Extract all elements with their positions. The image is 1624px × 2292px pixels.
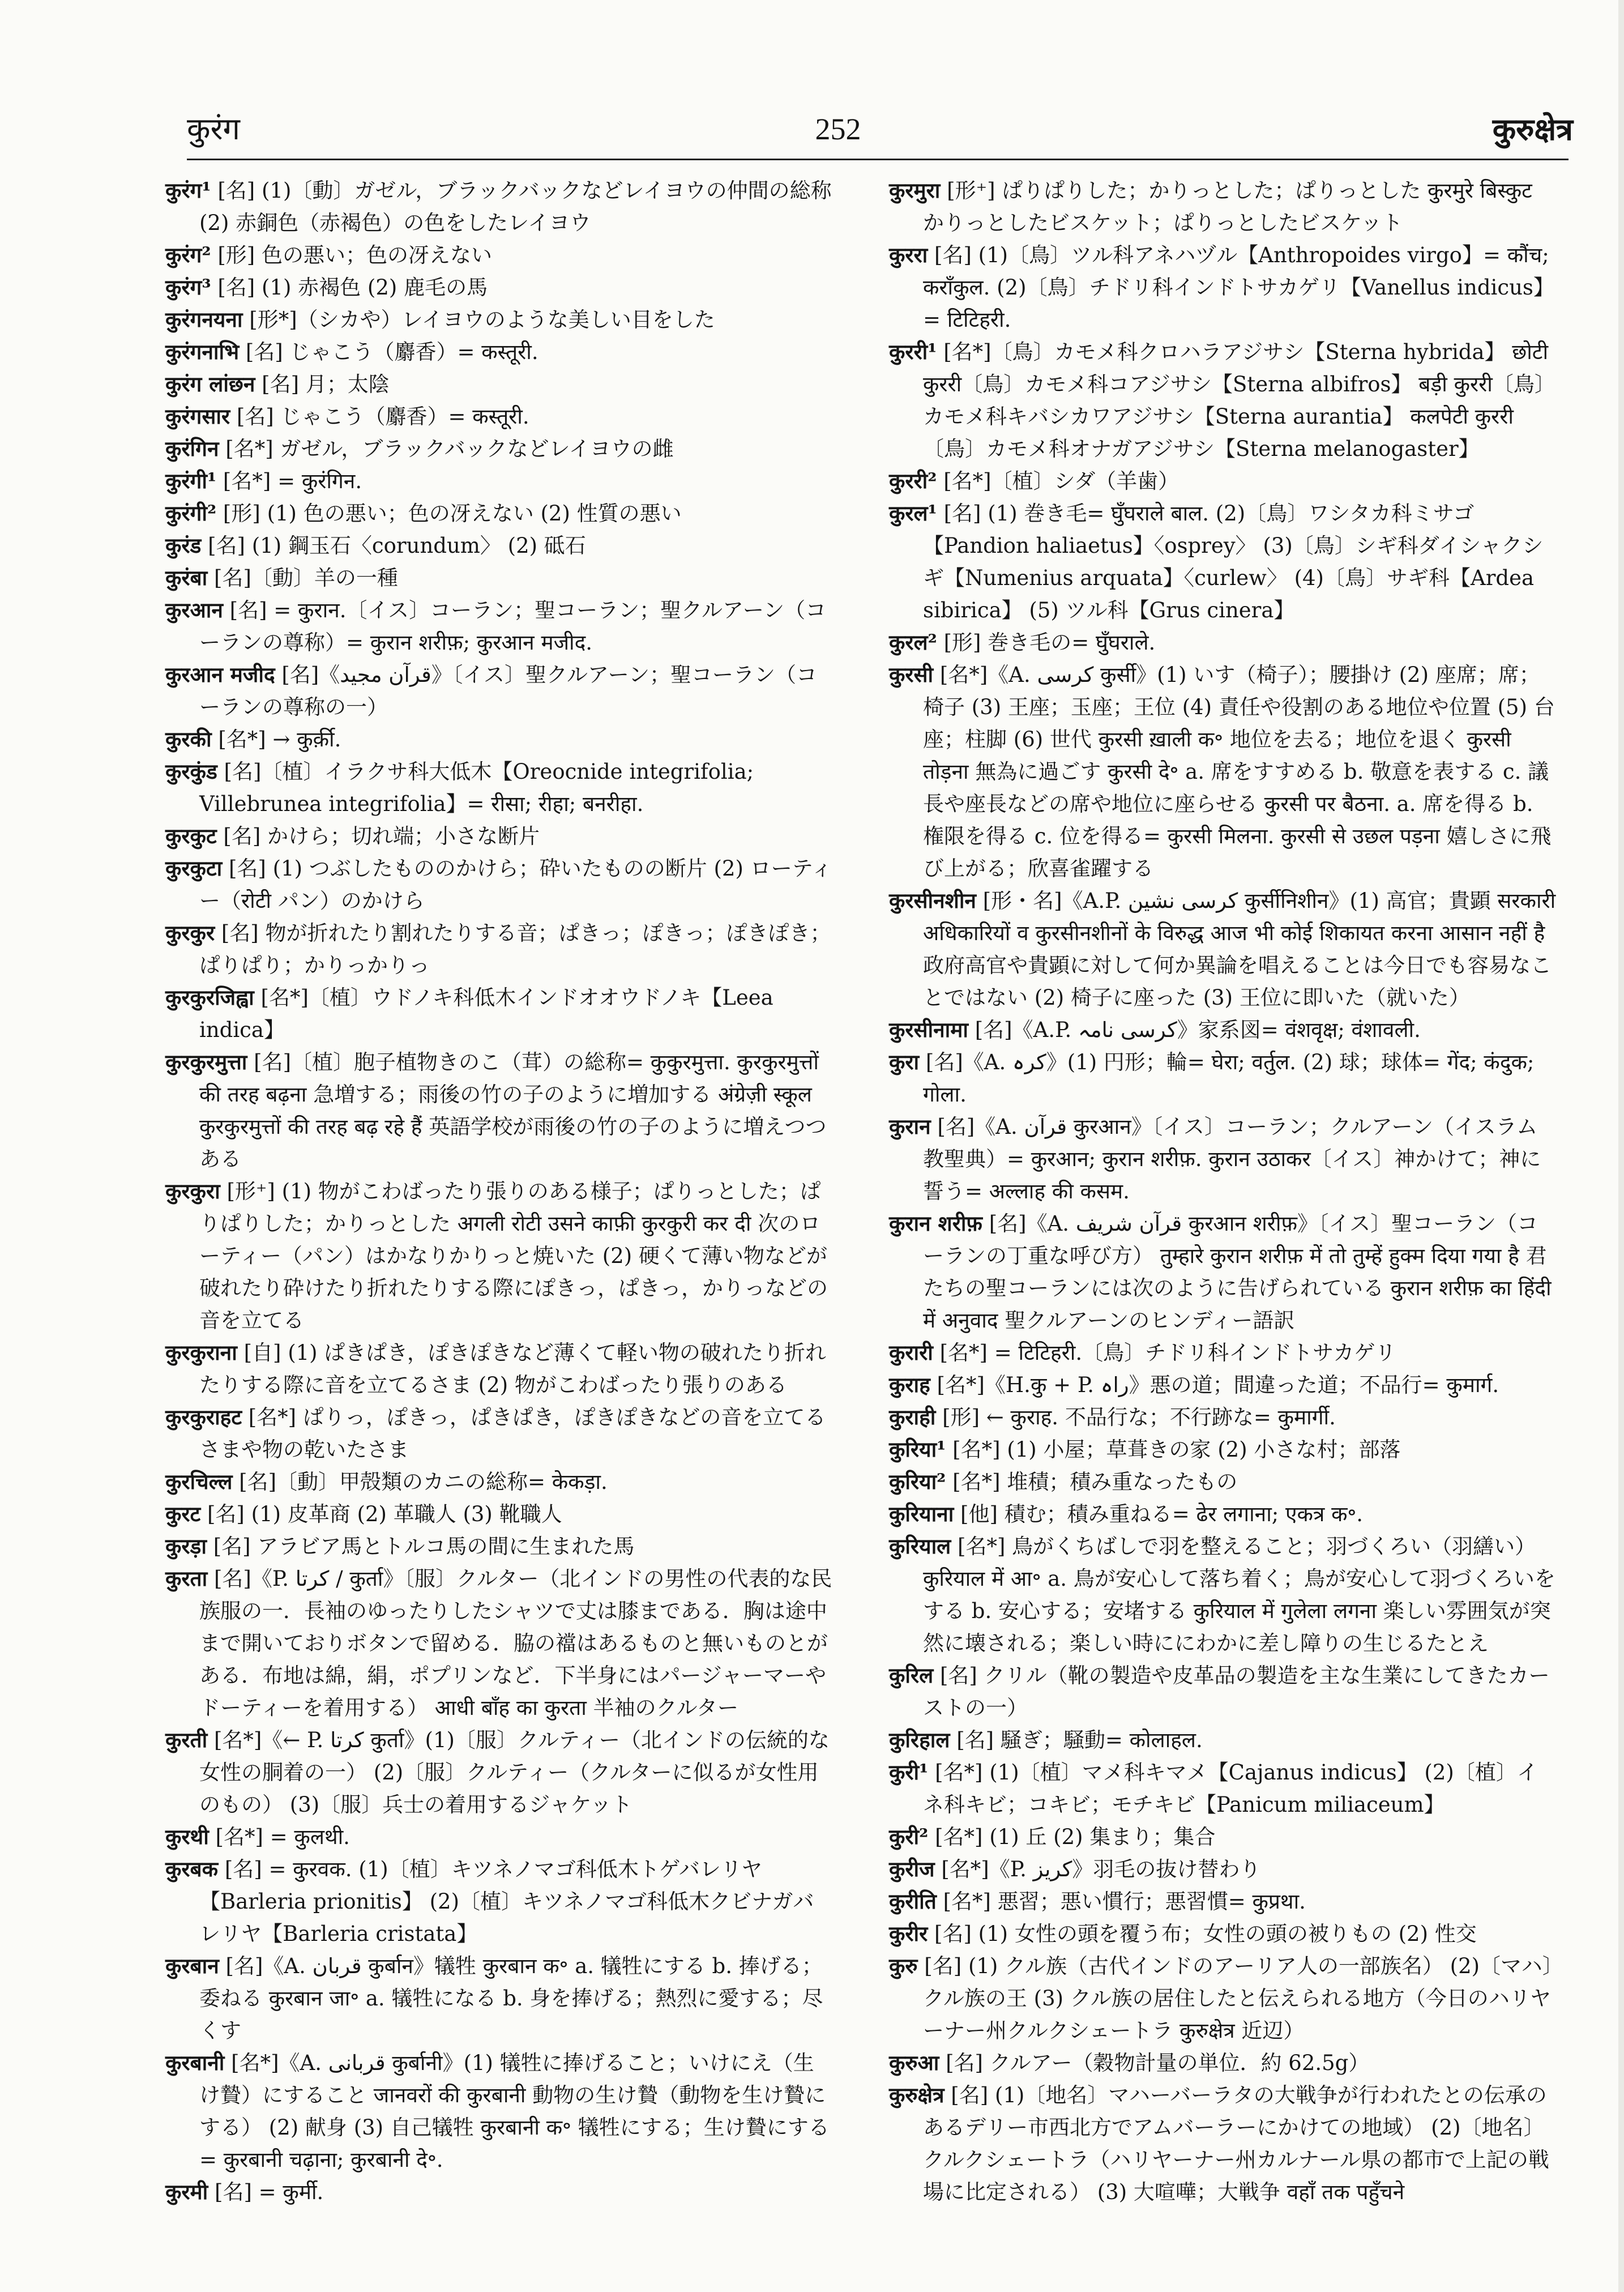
dictionary-entry xyxy=(165,497,834,530)
dictionary-entry xyxy=(165,271,834,304)
dictionary-entry xyxy=(889,1659,1557,1724)
entry-headword: कुरान शरीफ़ xyxy=(889,1211,982,1236)
entry-headword: कुरा xyxy=(889,1049,920,1074)
entry-definition: [形] ← कुराह. 不品行な；不行跡な= कुमार्गी. xyxy=(935,1405,1336,1429)
dictionary-entry xyxy=(165,820,834,852)
entry-headword: कुरबान xyxy=(165,1953,219,1978)
entry-definition: [名*]《← P. کرتا कुर्ता》(1)〔服〕クルティー（北インドの伝統的な女性の胴着の一） (2)〔服〕クルティー（クルターに似るが女性用のもの） (3)〔服〕兵士の着用するジャケット xyxy=(199,1728,830,1817)
entry-headword: कुरंड xyxy=(165,533,202,558)
entry-definition: [形・名]《A.P. کرسی نشین कुर्सीनिशीन》(1) 高官；貴顕 सरकारी अधिकारियों व कुरसीनशीनों के विरुद्ध आज भी कोई शिकायत करना आसान नहीं है 政府高官や貴顕に対して何か異論を唱えることは今日でも容易なことではない (2) 椅子に座った (3) 王位に即いた（就いた） xyxy=(923,889,1556,1010)
dictionary-entry xyxy=(165,530,834,562)
right-column xyxy=(889,174,1557,2208)
dictionary-entry xyxy=(165,594,834,659)
entry-headword: कुरकुराहट xyxy=(165,1405,242,1429)
entry-headword: कुरकुरजिह्वा xyxy=(165,985,254,1010)
entry-definition: [名*]〔植〕シダ（羊歯） xyxy=(937,469,1179,493)
entry-definition: [名] (1)〔地名〕マハーバーラタの大戦争が行われたとの伝承のあるデリー市西北方でアムバーラーにかけての地域） (2)〔地名〕クルクシェートラ（ハリヤーナー州カルナール県の都市で上記の戦場に比定される） (3) 大喧嘩；大戦争 वहाँ तक पहुँचने xyxy=(923,2083,1549,2204)
entry-headword: कुरंगनयना xyxy=(165,307,243,332)
dictionary-entry xyxy=(165,1724,834,1821)
entry-headword: कुरसीनामा xyxy=(889,1017,968,1042)
entry-definition: [名*]《A. کرسی कुर्सी》(1) いす（椅子）；腰掛け (2) 座席；席；椅子 (3) 王座；玉座；王位 (4) 責任や役割のある地位や位置 (5) 台座；柱脚 (6) 世代 कुरसी ख़ाली क॰ 地位を去る；地位を退く कुरसी तोड़ना 無為に過ごす कुरसी दे॰ a. 席をすすめる b. 敬意を表する c. 議長や座長などの席や地位に座らせる कुरसी पर बैठना. a. 席を得る b. 権限を得る c. 位を得る= कुरसी मिलना. कुरसी से उछल पड़ना 嬉しさに飛び上がる；欣喜雀躍する xyxy=(923,663,1555,881)
entry-headword: कुरी² xyxy=(889,1824,929,1849)
dictionary-entry xyxy=(165,2047,834,2176)
entry-definition: [名]〔植〕胞子植物きのこ（茸）の総称= कुकुरमुत्ता. कुरकुरमुत्तों की तरह बढ़ना 急増する；雨後の竹の子のように増加する अंग्रेज़ी स्कूल कुरकुरमुत्तों की तरह बढ़ रहे हैं 英語学校が雨後の竹の子のように増えつつある xyxy=(199,1050,827,1171)
entry-definition: [名*] = कुलथी. xyxy=(208,1825,350,1849)
page-edge-shadow xyxy=(1618,0,1624,2292)
entry-headword: कुरकुंड xyxy=(165,759,217,784)
entry-headword: कुरचिल्ल xyxy=(165,1469,233,1494)
entry-definition: [名*]〔植〕ウドノキ科低木インドオオウドノキ【Leea indica】 xyxy=(199,985,773,1042)
entry-headword: कुरंबा xyxy=(165,565,208,590)
dictionary-entry xyxy=(165,465,834,497)
entry-headword: कुरकुर xyxy=(165,920,215,945)
dictionary-entry xyxy=(889,1530,1557,1659)
dictionary-entry xyxy=(165,1466,834,1498)
running-head-right: कुरुक्षेत्र xyxy=(1492,111,1573,147)
dictionary-entry xyxy=(889,1466,1557,1498)
entry-definition: [名] アラビア馬とトルコ馬の間に生まれた馬 xyxy=(206,1534,635,1559)
entry-definition: [名] じゃこう（麝香）= कस्तूरी. xyxy=(239,340,539,364)
entry-definition: [名] クルアー（穀物計量の単位．約 62.5g） xyxy=(939,2051,1370,2075)
entry-definition: [名]《A. کرہ》(1) 円形；輪= घेरा; वर्तुल. (2) 球；球体= गेंद; कंदुक; गोला. xyxy=(919,1050,1535,1107)
dictionary-entry xyxy=(889,1369,1557,1401)
dictionary-entry xyxy=(889,1046,1557,1111)
dictionary-entry xyxy=(165,917,834,981)
entry-definition: [名]《A. قرآن شریف कुरआन शरीफ़》〔イス〕聖コーラン（コーランの丁重な呼び方） तुम्हारे कुरान शरीफ़ में तो तुम्हें हुक्म दिया गया है 君たちの聖コーランには次のように告げられている कुरान शरीफ़ का हिंदी में अनुवाद 聖クルアーンのヒンディー語訳 xyxy=(923,1211,1552,1333)
entry-definition: [名] じゃこう（麝香）= कस्तूरी. xyxy=(230,404,529,429)
dictionary-entry xyxy=(165,659,834,723)
entry-definition: [名] (1) 皮革商 (2) 革職人 (3) 靴職人 xyxy=(200,1502,562,1526)
entry-definition: [名*] (1) 丘 (2) 集まり；集合 xyxy=(928,1825,1216,1849)
dictionary-entry xyxy=(889,1498,1557,1530)
dictionary-entry xyxy=(889,239,1557,336)
entry-headword: कुरसी xyxy=(889,662,934,687)
entry-headword: कुरंग¹ xyxy=(165,178,211,203)
entry-definition: [名*]《H.कु + P. راہ》悪の道；間違った道；不品行= कुमार्ग. xyxy=(930,1373,1499,1397)
dictionary-entry xyxy=(889,1014,1557,1046)
entry-headword: कुरीज xyxy=(889,1856,935,1881)
dictionary-entry xyxy=(165,1853,834,1950)
dictionary-entry xyxy=(889,626,1557,659)
running-head-left: कुरंग xyxy=(187,111,240,147)
dictionary-entry xyxy=(889,659,1557,885)
entry-definition: [名] (1) 鋼玉石〈corundum〉 (2) 砥石 xyxy=(201,533,586,558)
dictionary-entry xyxy=(165,1175,834,1337)
entry-definition: [名] (1) つぶしたもののかけら；砕いたものの断片 (2) ローティー（रोटी パン）のかけら xyxy=(199,856,832,913)
entry-headword: कुरआन मजीद xyxy=(165,662,275,687)
entry-definition: [名*] (1)〔植〕マメ科キマメ【Cajanus indicus】 (2)〔植〕イネ科キビ；コキビ；モチキビ【Panicum miliaceum】 xyxy=(923,1760,1538,1817)
entry-headword: कुरकुट xyxy=(165,823,217,848)
entry-definition: [名] (1)〔動〕ガゼル，ブラックバックなどレイヨウの仲間の総称 (2) 赤銅色（赤褐色）の色をしたレイヨウ xyxy=(199,178,832,235)
entry-definition: [名] = कुर्मी. xyxy=(208,2180,324,2204)
entry-definition: [名*] 悪習；悪い慣行；悪習慣= कुप्रथा. xyxy=(936,1889,1306,1914)
dictionary-entry xyxy=(889,1433,1557,1466)
entry-headword: कुरसीनशीन xyxy=(889,888,976,913)
entry-headword: कुरबक xyxy=(165,1856,219,1881)
dictionary-entry xyxy=(165,2176,834,2208)
entry-definition: [名*]〔鳥〕カモメ科クロハラアジサシ【Sterna hybrida】 छोटी कुररी〔鳥〕カモメ科コアジサシ【Sterna albifros】 बड़ी कुररी〔鳥〕カモメ科キバシカワアジサシ【Sterna aurantia】 कलपेटी कुररी〔鳥〕カモメ科オナガアジサシ【Sterna melanogaster】 xyxy=(923,340,1555,461)
entry-definition: [名] (1) 女性の頭を覆う布；女性の頭の被りもの (2) 性交 xyxy=(928,1922,1477,1946)
page-number: 252 xyxy=(815,112,861,146)
dictionary-entry xyxy=(889,497,1557,626)
dictionary-entry xyxy=(165,1401,834,1466)
entry-headword: कुरुक्षेत्र xyxy=(889,2082,945,2107)
header-rule xyxy=(187,159,1569,160)
entry-definition: [名*] = टिटिहरी.〔鳥〕チドリ科インドトサカゲリ xyxy=(933,1341,1396,1365)
entry-headword: कुरिहाल xyxy=(889,1727,950,1752)
entry-definition: [名] = कुरान.〔イス〕コーラン；聖コーラン；聖クルアーン（コーランの尊称）= कुरान शरीफ़; कुरआन मजीद. xyxy=(199,598,827,655)
entry-headword: कुररा xyxy=(889,242,928,267)
entry-definition: [名]《A. قرآن कुरआन》〔イス〕コーラン；クルアーン（イスラム教聖典）= कुरआन; कुरान शरीफ़. कुरान उठाकर〔イス〕神かけて；神に誓う= अल्लाह की कसम. xyxy=(923,1115,1541,1203)
dictionary-entry xyxy=(889,1918,1557,1950)
entry-headword: कुराह xyxy=(889,1372,930,1397)
entry-headword: कुरट xyxy=(165,1501,201,1526)
entry-headword: कुरड़ा xyxy=(165,1534,207,1559)
entry-definition: [名*] ぱりっ，ぽきっ，ぱきぱき，ぽきぽきなどの音を立てるさまや物の乾いたさま xyxy=(199,1405,826,1462)
dictionary-entry xyxy=(889,1724,1557,1756)
entry-headword: कुरंगसार xyxy=(165,404,230,429)
entry-definition: [名]《A.P. کرسی نامہ》家系図= वंशवृक्ष; वंशावली. xyxy=(968,1018,1421,1042)
entry-definition: [名*] 鳥がくちばしで羽を整えること；羽づくろい（羽繕い） कुरियाल में आ॰ a. 鳥が安心して落ち着く；鳥が安心して羽づくろいをする b. 安心する；安堵する कुरियाल में गुलेला लगना 楽しい雰囲気が突然に壊される；楽しい時ににわかに差し障りの生じるたとえ xyxy=(923,1534,1555,1655)
dictionary-entry xyxy=(165,1950,834,2047)
dictionary-entry xyxy=(165,723,834,756)
dictionary-entry xyxy=(889,1885,1557,1918)
entry-headword: कुरिल xyxy=(889,1663,934,1688)
entry-definition: [名]〔植〕イラクサ科大低木【Oreocnide integrifolia; Villebrunea integrifolia】= रीसा; रीहा; बनरीहा. xyxy=(199,759,754,816)
entry-headword: कुररी² xyxy=(889,468,937,493)
dictionary-entry xyxy=(889,885,1557,1014)
dictionary-entry xyxy=(165,174,834,239)
dictionary-entry xyxy=(165,1046,834,1175)
entry-definition: [名]〔動〕羊の一種 xyxy=(207,566,398,590)
dictionary-entry xyxy=(165,1530,834,1563)
dictionary-entry xyxy=(165,400,834,433)
entry-definition: [名] クリル（靴の製造や皮革品の製造を主な生業にしてきたカーストの一） xyxy=(923,1663,1550,1720)
entry-definition: [名] 騒ぎ；騒動= कोलाहल. xyxy=(950,1728,1203,1752)
entry-definition: [名] (1) 赤褐色 (2) 鹿毛の馬 xyxy=(211,275,488,300)
dictionary-entry xyxy=(889,1853,1557,1885)
dictionary-entry xyxy=(165,562,834,594)
entry-definition: [名*] → कुर्क़ी. xyxy=(211,727,341,752)
entry-headword: कुरंग³ xyxy=(165,275,211,300)
entry-headword: कुरकुरा xyxy=(165,1179,220,1203)
dictionary-entry xyxy=(889,1111,1557,1207)
dictionary-entry xyxy=(165,1821,834,1853)
entry-headword: कुरु xyxy=(889,1953,918,1978)
left-column xyxy=(165,174,834,2208)
entry-definition: [名] = कुरवक. (1)〔植〕キツネノマゴ科低木トゲバレリヤ【Barleria prionitis】 (2)〔植〕キツネノマゴ科低木クビナガバレリヤ【Barleria cristata】 xyxy=(199,1857,814,1946)
entry-definition: [名]〔動〕甲殻類のカニの総称= केकड़ा. xyxy=(232,1470,608,1494)
entry-headword: कुरकी xyxy=(165,727,212,752)
entry-definition: [名*] 堆積；積み重なったもの xyxy=(946,1470,1238,1494)
entry-headword: कुरबानी xyxy=(165,2050,225,2075)
entry-definition: [名] (1) クル族（古代インドのアーリア人の一部族名） (2)〔マハ〕クル族の王 (3) クル族の居住したと伝えられる地方（今日のハリヤーナー州クルクシェートラ कुरुक्षेत्र 近辺） xyxy=(917,1954,1553,2043)
entry-definition: [形*]（シカや）レイヨウのような美しい目をした xyxy=(242,308,715,332)
entry-definition: [名] (1)〔鳥〕ツル科アネハヅル【Anthropoides virgo】= कौंच; कराँकुल. (2)〔鳥〕チドリ科インドトサカゲリ【Vanellus indicus】= टिटिहरी. xyxy=(923,243,1554,332)
entry-headword: कुरकुरमुत्ता xyxy=(165,1049,247,1074)
entry-headword: कुरंगी² xyxy=(165,501,217,526)
entry-headword: कुरमुरा xyxy=(889,178,941,203)
dictionary-entry xyxy=(165,336,834,368)
entry-definition: [形] 色の悪い；色の冴えない xyxy=(211,243,492,267)
entry-definition: [名*]《P. کریز》羽毛の抜け替わり xyxy=(934,1857,1261,1881)
entry-definition: [他] 積む；積み重ねる= ढेर लगाना; एकत्र क॰. xyxy=(954,1502,1364,1526)
dictionary-entry xyxy=(889,2047,1557,2079)
dictionary-entry xyxy=(889,174,1557,239)
entry-definition: [名]《P. کرتا / कुर्ता》〔服〕クルター（北インドの男性の代表的な民族服の一．長袖のゆったりしたシャツで丈は膝まである．胸は途中まで開いておりボタンで留める．脇の襠はあるものと無いものとがある．布地は綿，絹，ポプリンなど．下半身にはパージャーマーやドーティーを着用する） आधी बाँह का कुरता 半袖のクルター xyxy=(199,1567,832,1720)
entry-definition: [名*] ガゼル，ブラックバックなどレイヨウの雌 xyxy=(219,437,674,461)
entry-headword: कुरंगिन xyxy=(165,436,219,461)
entry-headword: कुरान xyxy=(889,1114,931,1139)
entry-definition: [名] かけら；切れ端；小さな断片 xyxy=(216,824,540,848)
dictionary-entry xyxy=(889,1401,1557,1433)
entry-headword: कुरियाल xyxy=(889,1534,951,1559)
entry-definition: [名] 月；太陰 xyxy=(255,372,390,396)
dictionary-entry xyxy=(165,756,834,820)
entry-headword: कुरिया¹ xyxy=(889,1437,946,1462)
entry-headword: कुरारी xyxy=(889,1340,933,1365)
entry-definition: [名]《A. قربان कुर्बान》犠牲 कुरबान क॰ a. 犠牲にする b. 捧げる；委ねる कुरबान जा॰ a. 犠牲になる b. 身を捧げる；熱烈に愛する；尽くす xyxy=(199,1954,823,2043)
dictionary-entry xyxy=(165,1563,834,1724)
dictionary-entry xyxy=(889,1207,1557,1337)
dictionary-entry xyxy=(165,981,834,1046)
entry-headword: कुरंगनाभि xyxy=(165,339,240,364)
entry-definition: [形] 巻き毛の= घुँघराले. xyxy=(937,630,1156,655)
entry-headword: कुरल¹ xyxy=(889,501,937,526)
entry-definition: [形⁺] (1) 物がこわばったり張りのある様子；ぱりっとした；ぱりぱりした；かりっとした अगली रोटी उसने काफ़ी कुरकुरी कर दी 次のローティー（パン）はかなりかりっと焼いた (2) 硬くて薄い物などが破れたり砕けたり折れたりする際にぽきっ，ぱきっ，かりっなどの音を立てる xyxy=(199,1179,828,1333)
dictionary-entry xyxy=(889,1337,1557,1369)
entry-definition: [名*]《A. قربانی कुर्बानी》(1) 犠牲に捧げること；いけにえ（生け贄）にすること जानवरों की कुरबानी 動物の生け贄（動物を生け贄にする） (2) 献身 (3) 自己犠牲 कुरबानी क॰ 犠牲にする；生け贄にする= कुरबानी चढ़ाना; कुरबानी दे॰. xyxy=(199,2051,830,2172)
dictionary-entry xyxy=(889,1950,1557,2047)
dictionary-entry xyxy=(165,1498,834,1530)
entry-definition: [形] (1) 色の悪い；色の冴えない (2) 性質の悪い xyxy=(216,501,682,526)
entry-headword: कुरआन xyxy=(165,597,223,622)
dictionary-entry xyxy=(889,465,1557,497)
entry-definition: [名*] (1) 小屋；草葺きの家 (2) 小さな村；部落 xyxy=(946,1437,1401,1462)
entry-headword: कुरियाना xyxy=(889,1501,954,1526)
entry-headword: कुरंग² xyxy=(165,242,211,267)
dictionary-entry xyxy=(889,1756,1557,1821)
entry-headword: कुरीति xyxy=(889,1889,937,1914)
dictionary-entry xyxy=(165,368,834,400)
entry-headword: कुरुआ xyxy=(889,2050,939,2075)
entry-definition: [名*] = कुरंगिन. xyxy=(216,469,362,493)
entry-headword: कुरंग लांछन xyxy=(165,372,255,396)
entry-headword: कुराही xyxy=(889,1405,936,1429)
dictionary-entry xyxy=(165,852,834,917)
entry-definition: [名]《قرآن مجید》〔イス〕聖クルアーン；聖コーラン（コーランの尊称の一） xyxy=(199,663,818,719)
entry-headword: कुररी¹ xyxy=(889,339,937,364)
dictionary-entry xyxy=(889,2079,1557,2208)
entry-headword: कुरकुराना xyxy=(165,1340,237,1365)
entry-headword: कुरिया² xyxy=(889,1469,946,1494)
entry-definition: [名] (1) 巻き毛= घुँघराले बाल. (2)〔鳥〕ワシタカ科ミサゴ【Pandion haliaetus】〈osprey〉 (3)〔鳥〕シギ科ダイシャクシギ【Numenius arquata】〈curlew〉 (4)〔鳥〕サギ科【Ardea sibirica】 (5) ツル科【Grus cinera】 xyxy=(923,501,1544,622)
entry-headword: कुरकुटा xyxy=(165,856,223,881)
dictionary-entry xyxy=(165,1337,834,1401)
entry-definition: [自] (1) ぱきぱき，ぽきぽきなど薄くて軽い物の破れたり折れたりする際に音を立てるさま (2) 物がこわばったり張りのある xyxy=(199,1341,826,1397)
entry-headword: कुरी¹ xyxy=(889,1760,929,1785)
entry-definition: [名] 物が折れたり割れたりする音；ぱきっ；ぽきっ；ぽきぽき；ぱりぱり；かりっかりっ xyxy=(199,921,831,978)
entry-definition: [形⁺] ぱりぱりした；かりっとした；ぱりっとした कुरमुरे बिस्कुट かりっとしたビスケット；ぱりっとしたビスケット xyxy=(923,178,1532,235)
entry-headword: कुरमी xyxy=(165,2179,208,2204)
entry-headword: कुरीर xyxy=(889,1921,928,1946)
entry-headword: कुरता xyxy=(165,1566,208,1591)
dictionary-entry xyxy=(889,1821,1557,1853)
entry-headword: कुरल² xyxy=(889,630,937,655)
dictionary-entry xyxy=(889,336,1557,465)
entry-headword: कुरंगी¹ xyxy=(165,468,217,493)
entry-headword: कुरती xyxy=(165,1727,208,1752)
dictionary-entry xyxy=(165,304,834,336)
dictionary-entry xyxy=(165,239,834,271)
dictionary-entry xyxy=(165,433,834,465)
entry-headword: कुरथी xyxy=(165,1824,209,1849)
